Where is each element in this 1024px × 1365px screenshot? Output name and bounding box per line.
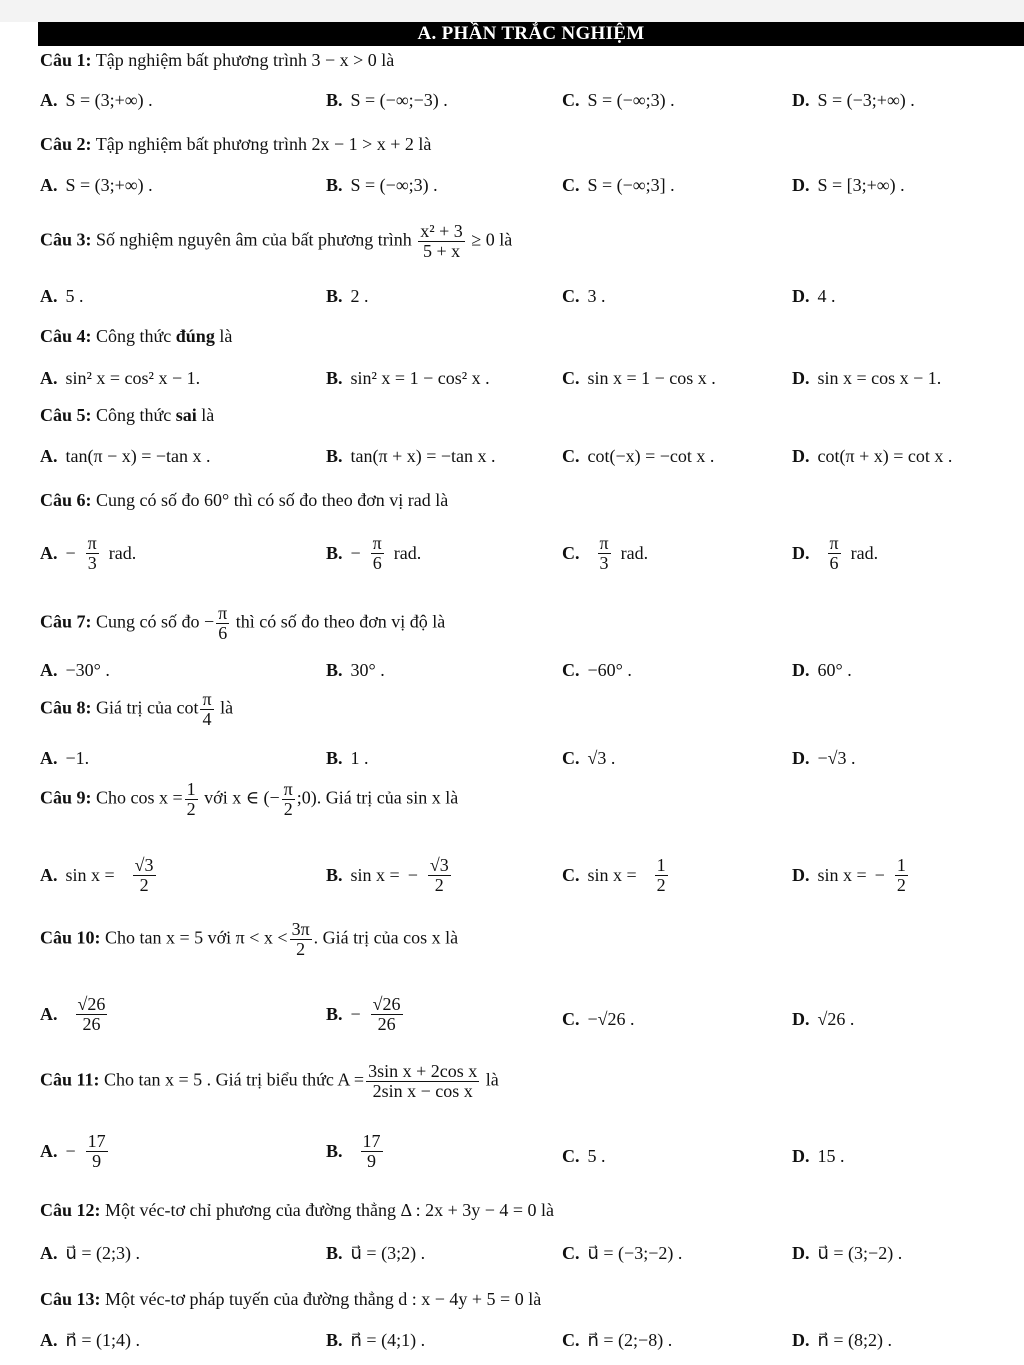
fraction: $\frac{\text{x² + 3}}{5 + x}$ (420, 221, 463, 261)
option-5c: cot(−x) = −cot x . (587, 446, 715, 466)
option-3d: 4 . (817, 286, 836, 306)
section-header: A. PHẦN TRẮC NGHIỆM (38, 22, 1024, 46)
option-4a: sin² x = cos² x − 1. (65, 368, 201, 388)
option-4d: sin x = cos x − 1. (817, 368, 942, 388)
option-2c: S = (−∞;3] . (587, 175, 675, 195)
question-11: Câu 11: Cho tan x = 5 . Giá trị biểu thức A = $\frac{\text{3sin x + 2cos x}}{\text{2sin x − cos x}}$ là (40, 1061, 499, 1101)
question-9: Câu 9: Cho cos x = $\frac{1}{2}$ với x ∈ (− $\frac{\pi}{2}$ ;0). Giá trị của sin x là (40, 779, 459, 819)
option-4c: sin x = 1 − cos x . (587, 368, 716, 388)
question-6: Câu 6: Cung có số đo 60° thì có số đo theo đơn vị rad là (40, 490, 449, 510)
question-2: Câu 2: Tập nghiệm bất phương trình 2x − 1 > x + 2 là (40, 134, 432, 154)
option-3b: 2 . (350, 286, 369, 306)
question-1: Câu 1: Tập nghiệm bất phương trình 3 − x > 0 là (40, 50, 395, 70)
option-2a: S = (3;+∞) . (65, 175, 153, 195)
option-1d: S = (−3;+∞) . (817, 90, 915, 110)
option-1a: S = (3;+∞) . (65, 90, 153, 110)
question-7: Câu 7: Cung có số đo − $\frac{\pi}{6}$ thì có số đo theo đơn vị độ là (40, 603, 446, 643)
question-8: Câu 8: Giá trị của cot $\frac{\pi}{4}$ là (40, 689, 234, 729)
option-2d: S = [3;+∞) . (817, 175, 905, 195)
top-strip (0, 0, 1024, 22)
question-4: Câu 4: Công thức đúng là (40, 326, 233, 346)
question-5: Câu 5: Công thức sai là (40, 405, 215, 425)
option-5d: cot(π + x) = cot x . (817, 446, 953, 466)
option-1b: S = (−∞;−3) . (350, 90, 448, 110)
question-13: Câu 13: Một véc-tơ pháp tuyến của đường thẳng d : x − 4y + 5 = 0 là (40, 1289, 542, 1309)
option-2b: S = (−∞;3) . (350, 175, 438, 195)
question-10: Câu 10: Cho tan x = 5 với π < x < $\frac{3\pi}{2}$ . Giá trị của cos x là (40, 919, 459, 959)
option-5a: tan(π − x) = −tan x . (65, 446, 211, 466)
question-3: Câu 3: Số nghiệm nguyên âm của bất phương trình $\frac{\text{x² + 3}}{5 + x}$ ≥ 0 là (40, 221, 513, 261)
option-3c: 3 . (587, 286, 606, 306)
option-4b: sin² x = 1 − cos² x . (350, 368, 490, 388)
option-5b: tan(π + x) = −tan x . (350, 446, 496, 466)
option-1c: S = (−∞;3) . (587, 90, 675, 110)
option-3a: 5 . (65, 286, 84, 306)
question-12: Câu 12: Một véc-tơ chỉ phương của đường thẳng Δ : 2x + 3y − 4 = 0 là (40, 1200, 555, 1220)
